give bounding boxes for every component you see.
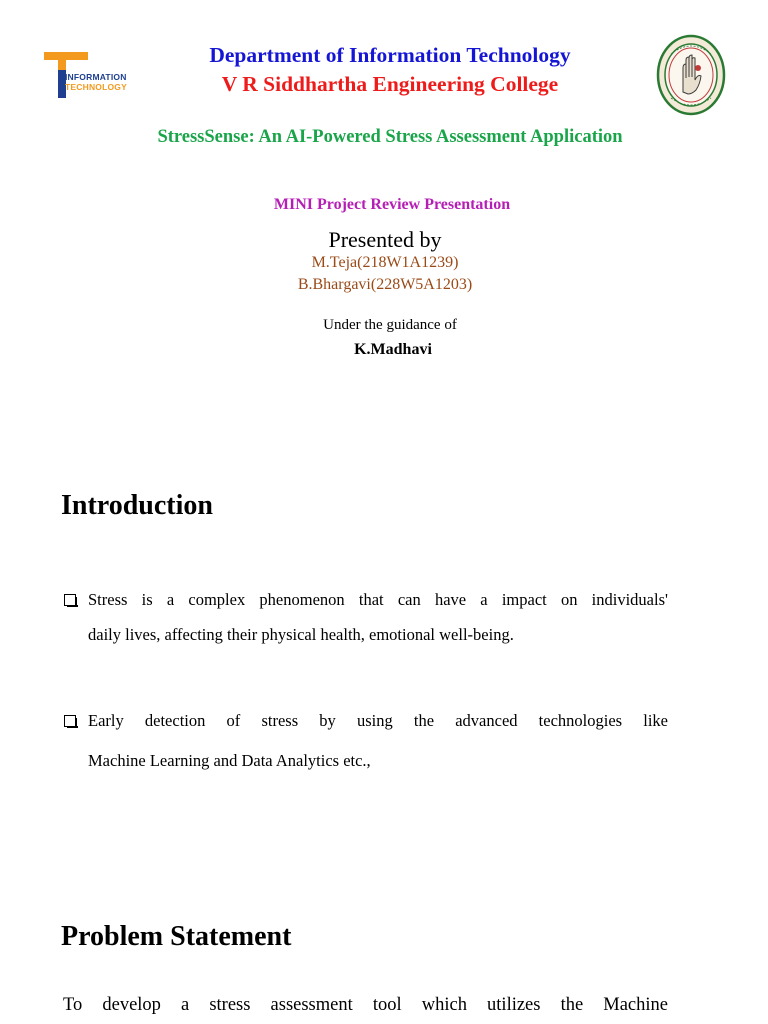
bullet-text-line: Early detection of stress by using the advanced technologies like: [88, 711, 668, 730]
problem-statement-heading: Problem Statement: [61, 921, 292, 952]
logo-line-1: INFORMATION: [65, 72, 127, 82]
presented-by-label: Presented by: [328, 227, 442, 252]
project-title: StressSense: An AI-Powered Stress Assessment Application: [157, 127, 623, 147]
bullet-text-line: daily lives, affecting their physical health, emotional well-being.: [88, 625, 514, 644]
bullet-text-line: Stress is a complex phenomenon that can have a impact on individuals': [88, 590, 668, 609]
college-title: V R Siddhartha Engineering College: [221, 72, 559, 96]
problem-statement-text: To develop a stress assessment tool which utilizes the Machine: [63, 995, 668, 1015]
checkbox-bullet-icon: [64, 715, 76, 727]
review-title: MINI Project Review Presentation: [273, 196, 511, 213]
introduction-heading: Introduction: [61, 490, 213, 521]
guide-name: K.Madhavi: [354, 341, 432, 358]
logo-line-2: TECHNOLOGY: [65, 81, 127, 92]
checkbox-bullet-icon: [64, 594, 76, 606]
presenter-name: B.Bhargavi(228W5A1203): [297, 276, 473, 293]
bullet-text-line: Machine Learning and Data Analytics etc.,: [88, 751, 371, 770]
guidance-label: Under the guidance of: [323, 317, 457, 333]
department-title: Department of Information Technology: [209, 43, 571, 67]
presenter-name: M.Teja(218W1A1239): [311, 254, 459, 271]
